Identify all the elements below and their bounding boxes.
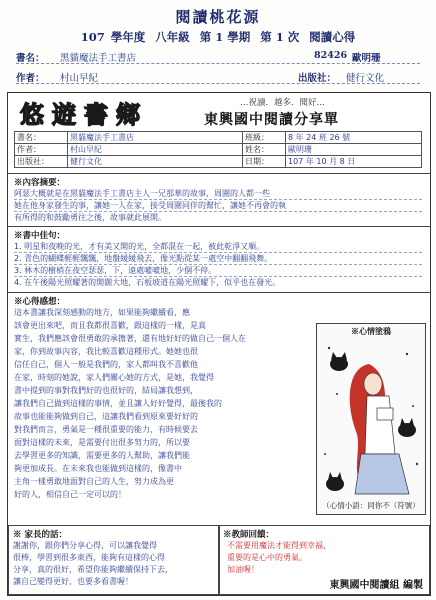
feeling-line: 故事也能能夠做到自己，這讓我們看到原來要好好的	[14, 412, 198, 421]
school-year: 107	[80, 30, 105, 44]
feeling-line: 家，你到故事內容，我比較喜歡這種形式。她她也很	[14, 347, 198, 356]
parent-heading: ※ 家長的話：	[13, 530, 67, 540]
author-label: 作者：	[16, 73, 45, 84]
parent-comment-box	[8, 525, 220, 595]
round: 第 1 次	[260, 30, 300, 44]
section-divider	[8, 173, 430, 174]
quote-line: 4. 在午後陽光照耀著的開闊大地，石板坡道在陽光照耀下，似乎也在發光。	[14, 278, 281, 287]
info-class-value: 8 年 24 班 26 號	[286, 132, 422, 144]
student-name: 歐明珊	[352, 53, 381, 64]
summary-line: 有所得的和鼓勵勇往之後，故事就此展開。	[14, 213, 166, 222]
mood-caption: （心情小語：同你不（符號）	[322, 501, 420, 510]
page-title: 閱讀桃花源	[175, 8, 261, 26]
report-kind: 閱讀心得	[309, 30, 356, 44]
feeling-line: 這本書讓我深刻感動的地方，如果能夠繼續看，應	[14, 308, 190, 317]
feeling-line: 好的人，相信自己一定可以的！	[14, 490, 126, 499]
feelings-heading: ※心得感想：	[14, 297, 66, 307]
semester: 第 1 學期	[199, 30, 251, 44]
summary-line: 阿瑟大概就是在黑貓魔法手工書店主人一兄那華的故事，周圍的人都一些	[14, 189, 270, 198]
teacher-heading: ※教師回饋：	[223, 530, 275, 540]
info-date-value: 107 年 10 月 8 日	[286, 156, 422, 168]
teacher-line: 不需要用魔法才能得到幸福，	[227, 541, 331, 550]
publisher-label: 出版社：	[298, 73, 337, 84]
parent-line: 謝謝你，跟你們分享心得，可以讓我覺得	[13, 541, 157, 550]
info-class-label: 班級：	[243, 132, 286, 144]
reading-share-sheet	[7, 92, 431, 596]
summary-line: 她在他身家發生的事，讓她一人在家，接受周圍同伴的幫忙，讓她不再會的執	[14, 201, 286, 210]
doodle-girl-with-cats	[317, 334, 425, 504]
feeling-line: 對我們而言，勇氣是一種很重要的能力，有時候要去	[14, 425, 198, 434]
feeling-line: 在家，時刻的她說，家人們關心她的方式，是她，我覺得	[14, 373, 214, 382]
info-date-label: 日期：	[243, 156, 286, 168]
publisher-value: 健行文化	[346, 73, 385, 84]
quote-line: 3. 林木的樹梢在夜空瑟瑟，下，遠處噓噓地，少個不停。	[14, 266, 217, 275]
footer-credit: 東興國中閱讀組 編製	[329, 580, 423, 591]
info-table	[14, 131, 422, 168]
feeling-line: 信任自己，個人一般是我們的，家人都叫我不喜歡他	[14, 360, 198, 369]
quotes-heading: ※書中佳句：	[14, 231, 66, 241]
parent-line: 分享，真的很好，希望你能夠繼續保持下去，	[13, 565, 173, 574]
feeling-line: 該會更出來吧，而且我都很喜歡，跟這樣的一樣，是真	[14, 321, 206, 330]
parent-line: 讓自己變得更好，也要多看書喔！	[13, 577, 133, 586]
info-author-value: 村山早紀	[68, 144, 243, 156]
divider	[16, 83, 420, 84]
feeling-line: 主角一樣勇敢地面對自己的人生，努力成為更	[14, 477, 174, 486]
feeling-line: 夠更加成長。在未來我也能做到這樣的，像書中	[14, 464, 182, 473]
tagline: …祝讀．越多．閱好…	[240, 98, 326, 108]
feeling-line: 面對這樣的未來，是需要付出很多努力的，所以要	[14, 438, 190, 447]
book-label: 書名：	[16, 53, 45, 64]
teacher-feedback-box	[218, 525, 430, 595]
sheet-title: 東興國中閱讀分享單	[204, 112, 339, 128]
section-divider	[8, 292, 430, 293]
mood-doodle-box	[316, 323, 426, 515]
student-id: 82426	[314, 50, 348, 61]
feeling-line: 讓我們自己做到這樣的事情，並且讓人好好覺得，最後我的	[14, 399, 222, 408]
feeling-line: 去學習更多的知識，需要更多的人幫助，讓我們能	[14, 451, 190, 460]
book-value: 黑貓魔法手工書店	[60, 53, 137, 64]
divider	[16, 63, 420, 64]
info-book-label: 書名：	[15, 132, 68, 144]
info-name-value: 歐明珊	[286, 144, 422, 156]
feeling-line: 書中提到的事對我們好的也很好的，結局讓我想到，	[14, 386, 198, 395]
quote-line: 1. 明星和夜晚的光，才有美又開的光，全都混在一起，被此乾淨又順。	[14, 242, 265, 251]
mood-title: ※心情塗鴉	[351, 326, 391, 336]
info-publisher-value: 健行文化	[68, 156, 243, 168]
info-author-label: 作者：	[15, 144, 68, 156]
teacher-line: 重要的是心中的勇氣。	[227, 553, 307, 562]
parent-line: 很棒，學習到很多東西，能夠有這樣的心得	[13, 553, 165, 562]
quote-line: 2. 青色的蝴蝶輕輕飄飄，地盤緩緩飛去，像光點從某一處空中翻翻飛舞。	[14, 254, 273, 263]
author-value: 村山早紀	[60, 73, 99, 84]
brand-logo: 悠遊書鄉	[20, 100, 148, 129]
info-name-label: 姓名：	[243, 144, 286, 156]
summary-heading: ※內容摘要：	[14, 178, 66, 188]
section-divider	[8, 226, 430, 227]
teacher-line: 加油喔！	[227, 565, 259, 574]
info-book-value: 黑貓魔法手工書店	[68, 132, 243, 144]
grade: 八年級	[155, 30, 190, 44]
school-year-suffix: 學年度	[110, 30, 146, 44]
info-publisher-label: 出版社：	[15, 156, 68, 168]
feeling-line: 實生，我們應該會很勇敢的承擔著，還有地好好的做自己一個人在	[14, 334, 246, 343]
report-subtitle	[0, 29, 436, 45]
